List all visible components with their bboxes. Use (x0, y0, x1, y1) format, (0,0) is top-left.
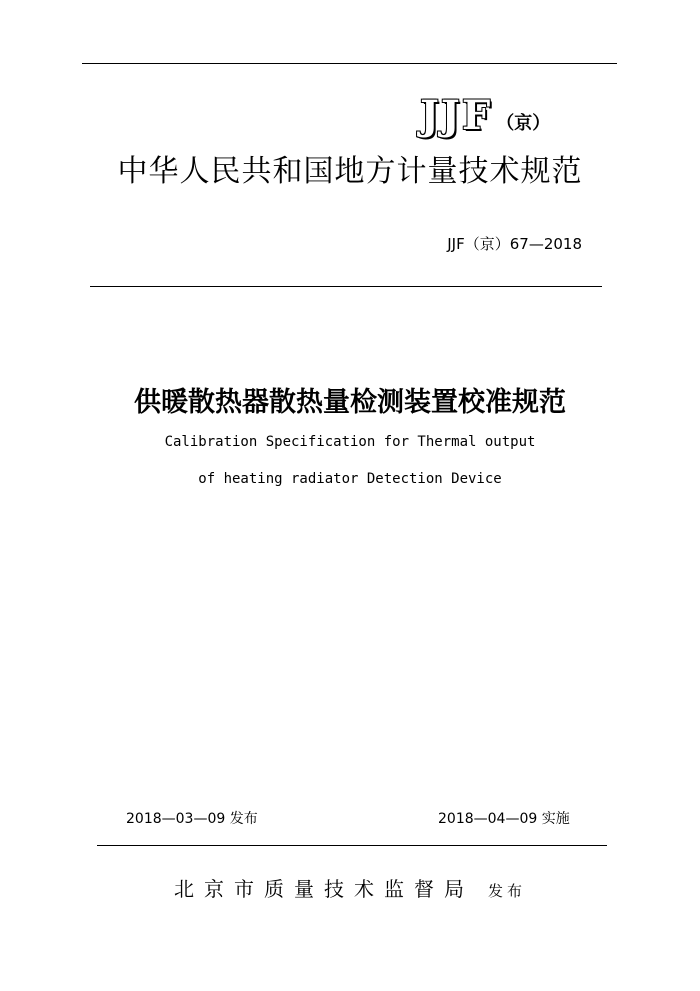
publisher-action: 发布 (487, 882, 526, 900)
english-title-line-2: of heating radiator Detection Device (198, 471, 502, 487)
jjf-logo (420, 92, 630, 139)
document-number: JJF（京）67—2018 (447, 235, 582, 253)
publisher-line (0, 873, 700, 902)
header-title: 中华人民共和国地方计量技术规范 (117, 154, 583, 189)
publisher-name: 北京市质量技术监督局 (173, 877, 474, 901)
release-date: 2018—03—09 发布 (126, 811, 258, 827)
main-title: 供暖散热器散热量检测装置校准规范 (134, 387, 566, 418)
english-title-line-1: Calibration Specification for Thermal output (164, 434, 536, 450)
implementation-date: 2018—04—09 实施 (438, 811, 570, 827)
jjf-logo-region: （京） (496, 113, 551, 134)
footer-rule (97, 845, 607, 846)
header-rule (90, 286, 602, 287)
jjf-logo-text: JJF (420, 92, 493, 139)
top-rule (82, 63, 617, 64)
